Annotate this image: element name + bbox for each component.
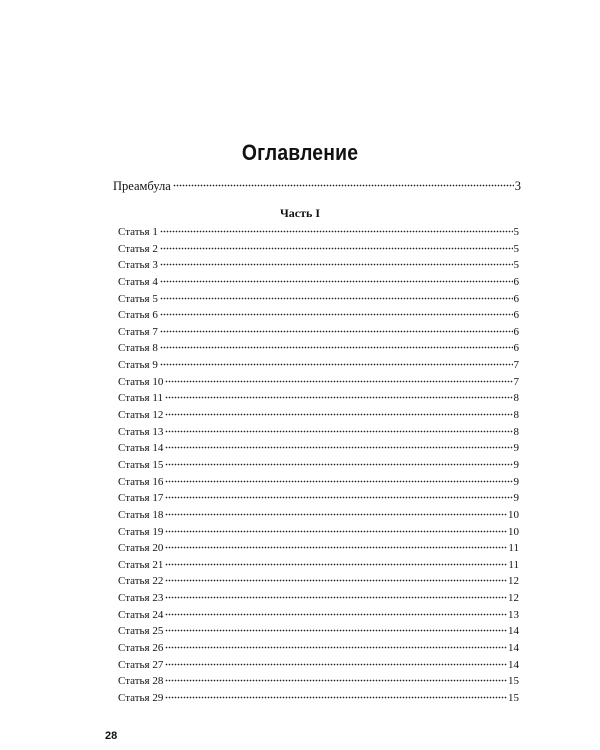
page-title: Оглавление (241, 140, 359, 165)
dot-leader (165, 640, 507, 651)
toc-entry (118, 673, 519, 690)
toc-entry-page: 6 (513, 275, 519, 288)
dot-leader (165, 390, 513, 401)
toc-entry (118, 324, 519, 341)
toc-entry (118, 274, 519, 291)
toc-entry-page: 12 (508, 575, 519, 588)
toc-entry-page: 15 (508, 691, 519, 704)
dot-leader (165, 524, 507, 535)
toc-entry (118, 640, 519, 657)
toc-entry-label: Статья 29 (118, 691, 164, 704)
toc-entry-page: 10 (508, 525, 519, 538)
toc-entry-page: 9 (513, 492, 519, 505)
toc-entry-label: Статья 6 (118, 309, 158, 322)
dot-leader (165, 657, 507, 668)
toc-entry-label: Статья 15 (118, 458, 164, 471)
toc-entry-label: Статья 16 (118, 475, 164, 488)
toc-entry-page: 11 (508, 558, 519, 571)
dot-leader (160, 274, 513, 285)
toc-entry (118, 623, 519, 640)
dot-leader (160, 224, 513, 235)
dot-leader (165, 474, 512, 485)
toc-entry-label: Статья 10 (118, 375, 164, 388)
toc-entry-preamble (113, 177, 521, 194)
part-heading: Часть I (279, 206, 321, 220)
toc-entry-page: 7 (513, 375, 519, 388)
article-list (118, 224, 519, 707)
toc-entry-page: 14 (508, 625, 519, 638)
toc-entry-page: 6 (513, 292, 519, 305)
toc-entry-page: 5 (513, 226, 519, 238)
toc-entry-page: 6 (513, 342, 519, 355)
dot-leader (165, 490, 512, 501)
toc-entry (118, 340, 519, 357)
dot-leader (160, 291, 513, 302)
toc-entry (118, 257, 519, 274)
toc-entry-label: Статья 7 (118, 325, 158, 338)
toc-entry-page: 6 (513, 325, 519, 338)
toc-entry (118, 573, 519, 590)
toc-entry (118, 374, 519, 391)
dot-leader (165, 407, 512, 418)
toc-entry-label: Статья 14 (118, 442, 164, 455)
toc-entry-label: Статья 23 (118, 592, 164, 605)
toc-entry-label: Статья 4 (118, 275, 158, 288)
dot-leader (165, 673, 507, 684)
toc-entry (118, 590, 519, 607)
dot-leader (160, 340, 513, 351)
toc-entry (118, 390, 519, 407)
dot-leader (165, 507, 507, 518)
toc-entry (118, 291, 519, 308)
toc-entry (118, 507, 519, 524)
toc-entry-page: 3 (514, 178, 521, 193)
toc-entry (118, 241, 519, 258)
dot-leader (165, 540, 507, 551)
dot-leader (165, 374, 512, 385)
dot-leader (165, 457, 512, 468)
toc-entry (118, 690, 519, 707)
toc-entry-page: 8 (513, 409, 519, 422)
toc-entry-page: 10 (508, 508, 519, 521)
dot-leader (165, 590, 507, 601)
toc-entry (118, 524, 519, 541)
toc-entry (118, 474, 519, 491)
toc-entry-label: Статья 18 (118, 508, 164, 521)
toc-entry (118, 357, 519, 374)
toc-entry (118, 407, 519, 424)
toc-entry-page: 9 (513, 475, 519, 488)
toc-entry-label: Статья 8 (118, 342, 158, 355)
dot-leader (165, 440, 512, 451)
toc-entry (118, 224, 519, 241)
toc-entry-label: Статья 5 (118, 292, 158, 305)
dot-leader (160, 357, 513, 368)
toc-entry-label: Статья 20 (118, 542, 164, 555)
toc-entry-label: Статья 12 (118, 409, 164, 422)
toc-entry-label: Статья 11 (118, 392, 163, 405)
toc-entry-page: 8 (513, 392, 519, 405)
toc-entry-page: 14 (508, 658, 519, 671)
toc-entry-page: 9 (513, 458, 519, 471)
toc-entry-label: Преамбула (113, 178, 171, 193)
toc-entry-label: Статья 17 (118, 492, 164, 505)
dot-leader (173, 177, 514, 190)
toc-entry (118, 307, 519, 324)
toc-entry-page: 5 (513, 259, 519, 272)
toc-entry-page: 6 (513, 309, 519, 322)
page-number: 28 (105, 730, 118, 742)
toc-entry-page: 11 (508, 542, 519, 555)
toc-entry-label: Статья 26 (118, 642, 164, 655)
dot-leader (160, 257, 513, 268)
toc-entry-label: Статья 9 (118, 359, 158, 372)
toc-entry-page: 14 (508, 642, 519, 655)
dot-leader (160, 324, 513, 335)
toc-entry-page: 15 (508, 675, 519, 688)
toc-entry-page: 12 (508, 592, 519, 605)
toc-entry-label: Статья 25 (118, 625, 164, 638)
toc-entry-label: Статья 24 (118, 608, 164, 621)
dot-leader (165, 623, 507, 634)
toc-entry-label: Статья 2 (118, 242, 158, 255)
toc-entry-page: 5 (513, 242, 519, 255)
toc-entry-label: Статья 1 (118, 226, 158, 238)
dot-leader (160, 241, 513, 252)
toc-entry (118, 424, 519, 441)
dot-leader (165, 424, 512, 435)
toc-entry-label: Статья 28 (118, 675, 164, 688)
toc-entry-label: Статья 13 (118, 425, 164, 438)
toc-entry (118, 607, 519, 624)
toc-entry (118, 440, 519, 457)
toc-entry-page: 8 (513, 425, 519, 438)
toc-entry (118, 490, 519, 507)
toc-entry (118, 457, 519, 474)
toc-entry-label: Статья 21 (118, 558, 164, 571)
toc-entry-page: 7 (513, 359, 519, 372)
dot-leader (160, 307, 513, 318)
toc-entry (118, 540, 519, 557)
toc-entry (118, 557, 519, 574)
toc-entry-label: Статья 27 (118, 658, 164, 671)
dot-leader (165, 573, 507, 584)
toc-entry (118, 657, 519, 674)
toc-entry-page: 13 (508, 608, 519, 621)
dot-leader (165, 690, 507, 701)
toc-entry-label: Статья 22 (118, 575, 164, 588)
toc-entry-label: Статья 19 (118, 525, 164, 538)
dot-leader (165, 557, 507, 568)
dot-leader (165, 607, 507, 618)
toc-entry-label: Статья 3 (118, 259, 158, 272)
toc-entry-page: 9 (513, 442, 519, 455)
